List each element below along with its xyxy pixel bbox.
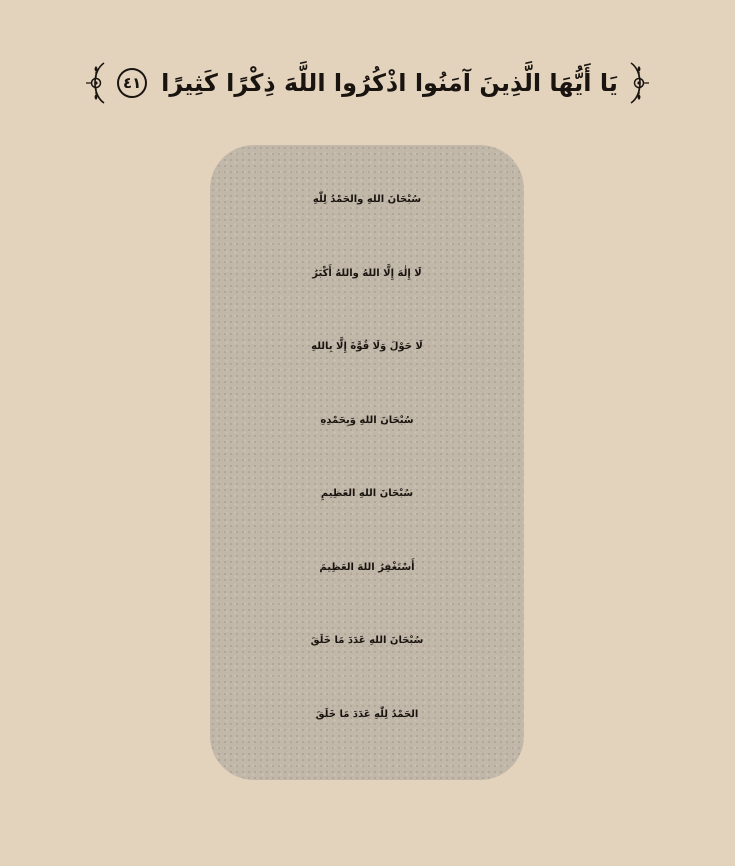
floral-ornament-icon: [83, 59, 109, 107]
quran-verse: يَا أَيُّهَا الَّذِينَ آمَنُوا اذْكُرُوا اللَّهَ ذِكْرًا كَثِيرًا: [161, 69, 618, 97]
ayah-number-badge: ٤١: [117, 68, 147, 98]
dhikr-line: سُبْحَانَ اللهِ وَبِحَمْدِهِ: [320, 414, 414, 426]
dhikr-line: لَا إِلٰهَ إِلَّا اللهُ واللهُ أَكْبَرُ: [312, 267, 422, 279]
dhikr-line: الحَمْدُ لِلّٰهِ عَدَدَ مَا خَلَقَ: [315, 708, 419, 720]
dhikr-line: سُبْحَانَ اللهِ العَظِيمِ: [320, 488, 414, 500]
dhikr-line: سُبْحَانَ اللهِ عَدَدَ مَا خَلَقَ: [310, 635, 424, 647]
dhikr-card: [210, 145, 524, 780]
dhikr-line: سُبْحَانَ اللهِ والحَمْدُ لِلّٰهِ: [312, 194, 422, 206]
dhikr-list: [210, 163, 524, 751]
dhikr-line: أَسْتَغْفِرُ اللهَ العَظِيمَ: [319, 561, 415, 573]
verse-header: [100, 52, 635, 114]
dhikr-line: لَا حَوْلَ وَلَا قُوَّةَ إِلَّا بِاللهِ: [311, 341, 423, 353]
floral-ornament-icon: [626, 59, 652, 107]
